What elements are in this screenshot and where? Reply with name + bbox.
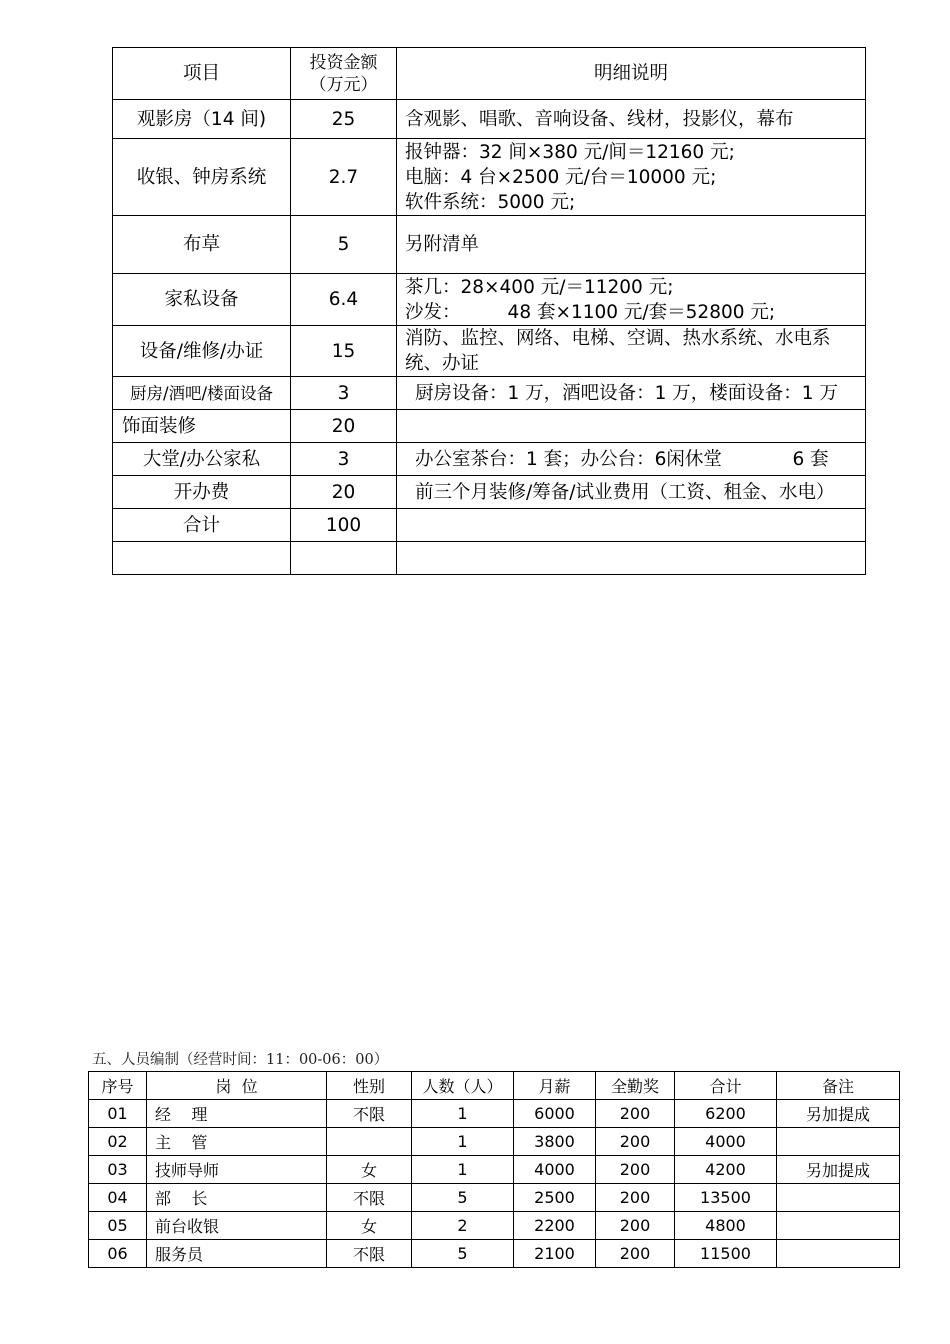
staff-cell: 1 — [412, 1156, 514, 1184]
staff-header-cell: 性别 — [327, 1072, 412, 1100]
staff-cell: 6000 — [514, 1100, 596, 1128]
staff-cell: 05 — [89, 1212, 147, 1240]
investment-detail — [397, 139, 866, 216]
staff-cell: 服务员 — [147, 1240, 327, 1268]
investment-row — [113, 542, 866, 575]
staff-cell: 6200 — [675, 1100, 777, 1128]
investment-item: 大堂/办公家私 — [113, 443, 291, 476]
investment-detail — [397, 509, 866, 542]
staff-cell: 4000 — [514, 1156, 596, 1184]
staff-cell: 主 管 — [147, 1128, 327, 1156]
investment-table-body — [113, 48, 866, 575]
staff-cell: 不限 — [327, 1240, 412, 1268]
investment-row — [113, 476, 866, 509]
staff-cell: 200 — [596, 1100, 675, 1128]
staff-cell: 女 — [327, 1156, 412, 1184]
staff-header-cell: 合计 — [675, 1072, 777, 1100]
staff-section-caption: 五、人员编制（经营时间：11：00-06：00） — [92, 1052, 389, 1068]
investment-header-row — [113, 48, 866, 100]
detail-line: 另附清单 — [405, 234, 480, 255]
investment-amount: 2.7 — [291, 139, 397, 216]
investment-detail — [397, 274, 866, 326]
investment-detail — [397, 326, 866, 377]
header-item: 项目 — [113, 48, 291, 100]
staff-header-cell: 岗 位 — [147, 1072, 327, 1100]
staff-cell: 2200 — [514, 1212, 596, 1240]
detail-line: 统、办证 — [405, 353, 480, 374]
staff-cell: 03 — [89, 1156, 147, 1184]
detail-line: 消防、监控、网络、电梯、空调、热水系统、水电系 — [405, 328, 831, 349]
header-amount — [291, 48, 397, 100]
staff-cell: 200 — [596, 1156, 675, 1184]
staff-cell: 3800 — [514, 1128, 596, 1156]
staff-cell — [777, 1240, 900, 1268]
staff-cell: 另加提成 — [777, 1100, 900, 1128]
investment-amount: 15 — [291, 326, 397, 377]
investment-row — [113, 410, 866, 443]
investment-row — [113, 274, 866, 326]
staff-cell: 4000 — [675, 1128, 777, 1156]
staff-row — [89, 1156, 900, 1184]
staff-cell: 11500 — [675, 1240, 777, 1268]
detail-line: 办公室茶台：1 套；办公台：6闲休堂 6 套 — [415, 448, 829, 470]
header-detail: 明细说明 — [397, 48, 866, 100]
detail-line: 软件系统：5000 元; — [405, 191, 576, 213]
investment-row — [113, 139, 866, 216]
investment-item: 家私设备 — [113, 274, 291, 326]
investment-detail — [397, 443, 866, 476]
investment-item: 开办费 — [113, 476, 291, 509]
staff-cell: 01 — [89, 1100, 147, 1128]
detail-line: 含观影、唱歌、音响设备、线材，投影仪，幕布 — [405, 108, 794, 130]
investment-item: 观影房（14 间) — [113, 100, 291, 139]
investment-amount: 6.4 — [291, 274, 397, 326]
investment-amount: 25 — [291, 100, 397, 139]
staff-header-cell: 备注 — [777, 1072, 900, 1100]
investment-amount: 20 — [291, 476, 397, 509]
header-amount-line1: 投资金额 — [309, 52, 378, 73]
investment-detail — [397, 410, 866, 443]
staff-header-cell: 人数（人） — [412, 1072, 514, 1100]
investment-item: 收银、钟房系统 — [113, 139, 291, 216]
staff-cell: 不限 — [327, 1184, 412, 1212]
staff-row — [89, 1184, 900, 1212]
investment-row — [113, 100, 866, 139]
staff-cell: 2100 — [514, 1240, 596, 1268]
investment-item — [113, 542, 291, 575]
detail-line: 茶几：28×400 元/＝11200 元; — [405, 276, 674, 298]
investment-detail — [397, 542, 866, 575]
investment-row — [113, 216, 866, 274]
staff-cell: 06 — [89, 1240, 147, 1268]
staff-cell: 女 — [327, 1212, 412, 1240]
investment-table — [112, 47, 866, 575]
staff-header-cell: 月薪 — [514, 1072, 596, 1100]
staff-row — [89, 1240, 900, 1268]
staff-cell: 04 — [89, 1184, 147, 1212]
staff-cell: 4800 — [675, 1212, 777, 1240]
investment-row — [113, 377, 866, 410]
staff-cell: 前台收银 — [147, 1212, 327, 1240]
staff-cell: 02 — [89, 1128, 147, 1156]
investment-item: 布草 — [113, 216, 291, 274]
detail-line: 厨房设备：1 万，酒吧设备：1 万，楼面设备：1 万 — [415, 382, 838, 404]
staff-cell: 技师导师 — [147, 1156, 327, 1184]
staff-cell — [327, 1128, 412, 1156]
investment-row — [113, 326, 866, 377]
staff-header-row — [89, 1072, 900, 1100]
investment-detail — [397, 377, 866, 410]
investment-amount: 5 — [291, 216, 397, 274]
investment-detail — [397, 476, 866, 509]
staff-cell — [777, 1128, 900, 1156]
investment-item: 合计 — [113, 509, 291, 542]
staff-table — [88, 1071, 900, 1268]
investment-row — [113, 509, 866, 542]
staff-cell: 2 — [412, 1212, 514, 1240]
investment-amount: 3 — [291, 377, 397, 410]
staff-cell: 1 — [412, 1100, 514, 1128]
investment-detail — [397, 216, 866, 274]
investment-amount: 20 — [291, 410, 397, 443]
staff-table-body — [89, 1072, 900, 1268]
detail-line: 沙发： 48 套×1100 元/套＝52800 元; — [405, 301, 776, 323]
staff-cell: 不限 — [327, 1100, 412, 1128]
staff-cell: 5 — [412, 1240, 514, 1268]
staff-cell: 200 — [596, 1240, 675, 1268]
investment-item: 厨房/酒吧/楼面设备 — [113, 377, 291, 410]
investment-detail — [397, 100, 866, 139]
investment-item: 饰面装修 — [113, 410, 291, 443]
staff-cell — [777, 1184, 900, 1212]
investment-row — [113, 443, 866, 476]
staff-cell: 200 — [596, 1212, 675, 1240]
staff-header-cell: 序号 — [89, 1072, 147, 1100]
staff-cell: 经 理 — [147, 1100, 327, 1128]
staff-cell: 1 — [412, 1128, 514, 1156]
detail-line: 前三个月装修/筹备/试业费用（工资、租金、水电） — [415, 481, 835, 503]
detail-line: 报钟器：32 间×380 元/间＝12160 元; — [405, 141, 735, 163]
staff-row — [89, 1212, 900, 1240]
staff-cell: 2500 — [514, 1184, 596, 1212]
header-amount-line2: （万元） — [309, 74, 378, 95]
staff-cell: 4200 — [675, 1156, 777, 1184]
staff-cell: 另加提成 — [777, 1156, 900, 1184]
staff-row — [89, 1128, 900, 1156]
staff-row — [89, 1100, 900, 1128]
staff-cell: 200 — [596, 1184, 675, 1212]
investment-amount — [291, 542, 397, 575]
staff-cell: 200 — [596, 1128, 675, 1156]
staff-cell: 部 长 — [147, 1184, 327, 1212]
staff-cell: 5 — [412, 1184, 514, 1212]
staff-cell: 13500 — [675, 1184, 777, 1212]
investment-amount: 100 — [291, 509, 397, 542]
detail-line: 电脑：4 台×2500 元/台＝10000 元; — [405, 166, 717, 188]
investment-amount: 3 — [291, 443, 397, 476]
staff-header-cell: 全勤奖 — [596, 1072, 675, 1100]
staff-cell — [777, 1212, 900, 1240]
investment-item: 设备/维修/办证 — [113, 326, 291, 377]
